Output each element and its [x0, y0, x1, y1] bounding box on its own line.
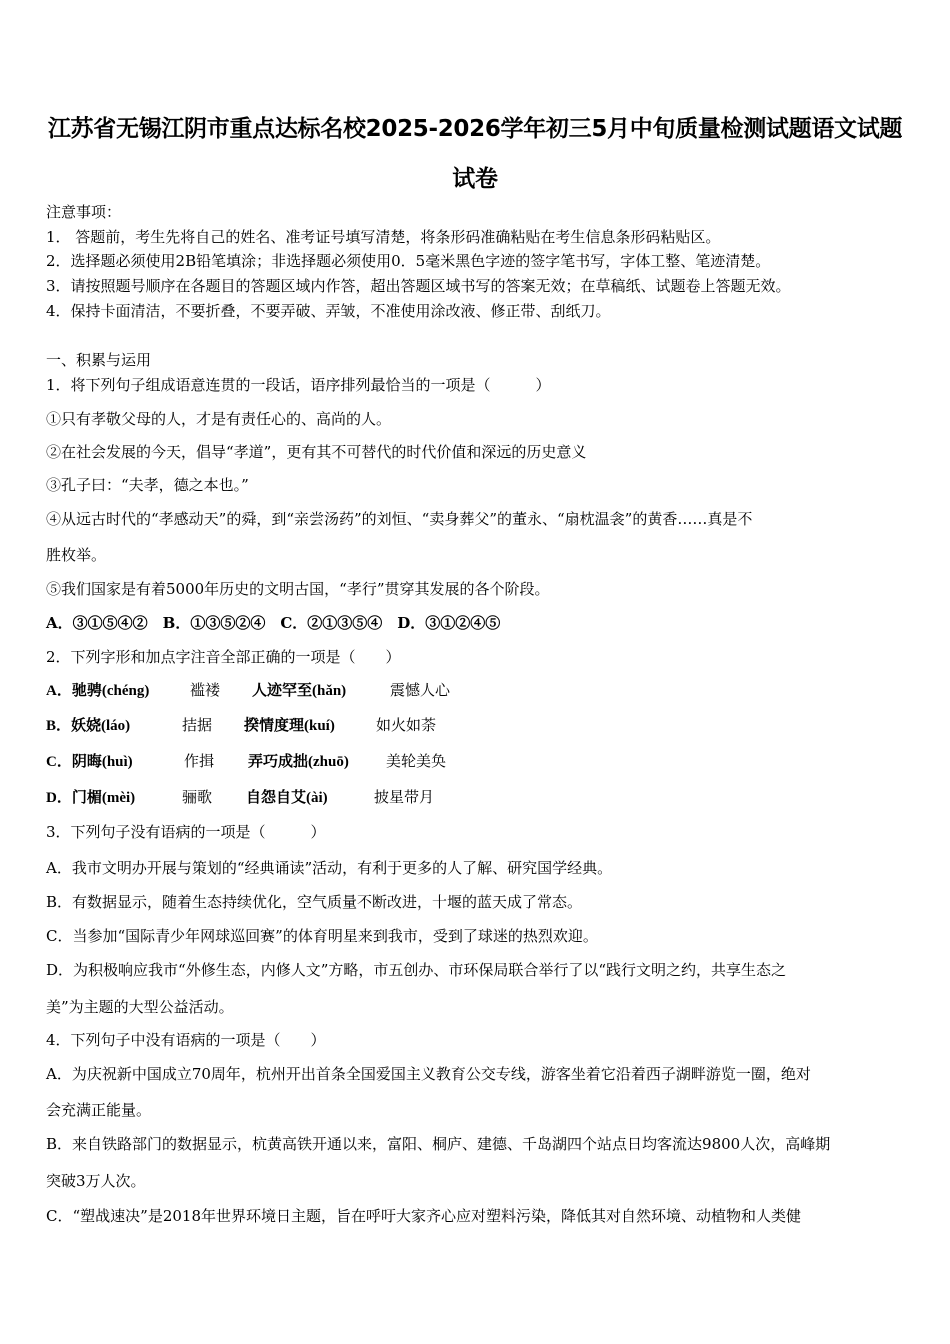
option-c-word-2: 作揖: [184, 752, 215, 770]
option-b-word-4: 如火如荼: [376, 716, 437, 734]
notice-item: 1． 答题前，考生先将自己的姓名、准考证号填写清楚，将条形码准确粘贴在考生信息条形码粘贴区。: [46, 228, 721, 246]
question-3-option-b: B．有数据显示，随着生态持续优化，空气质量不断改进，十堰的蓝天成了常态。: [46, 893, 583, 911]
option-a-word-3: 人迹罕至(hǎn): [252, 683, 347, 699]
option-d-word-2: 骊歌: [182, 788, 213, 806]
option-a-word-2: 褴褛: [190, 681, 221, 699]
question-1-stem: 1．将下列句子组成语意连贯的一段话，语序排列最恰当的一项是（ ）: [46, 376, 551, 394]
question-1-sentence: ②在社会发展的今天，倡导“孝道”，更有其不可替代的时代价值和深远的历史意义: [46, 443, 587, 461]
option-b-word-1: B．妖娆(láo): [46, 718, 131, 734]
option-a-word-1: A．驰骋(chéng): [46, 683, 150, 699]
question-2-option-d: [46, 787, 906, 808]
notice-item: 3．请按照题号顺序在各题目的答题区域内作答，超出答题区域书写的答案无效；在草稿纸、试题卷上答题无效。: [46, 277, 791, 295]
question-4-option-c: C．“塑战速决”是2018年世界环境日主题，旨在呼吁大家齐心应对塑料污染，降低其对自然环境、动植物和人类健: [46, 1207, 801, 1225]
question-4-option-a: A．为庆祝新中国成立70周年，杭州开出首条全国爱国主义教育公交专线，游客坐着它沿着西子湖畔游览一圈，绝对: [46, 1065, 811, 1083]
option-b-word-2: 拮据: [182, 716, 213, 734]
question-1-sentence: ③孔子曰：“夫孝，德之本也。”: [46, 476, 249, 494]
option-b-word-3: 揆情度理(kuí): [244, 718, 335, 734]
question-1-sentence: ④从远古时代的“孝感动天”的舜，到“亲尝汤药”的刘恒、“卖身葬父”的董永、“扇枕温衾”的黄香……真是不: [46, 510, 753, 528]
question-3-stem: 3．下列句子没有语病的一项是（ ）: [46, 823, 326, 841]
question-1-sentence: ①只有孝敬父母的人，才是有责任心的、高尚的人。: [46, 410, 392, 428]
question-4-option-b: B．来自铁路部门的数据显示，杭黄高铁开通以来，富阳、桐庐、建德、千岛湖四个站点日均客流达9800人次，高峰期: [46, 1135, 831, 1153]
page-title-continued: 试卷: [452, 166, 498, 192]
question-2-stem: 2．下列字形和加点字注音全部正确的一项是（ ）: [46, 648, 401, 666]
question-4-stem: 4．下列句子中没有语病的一项是（ ）: [46, 1031, 326, 1049]
question-1-sentence: ⑤我们国家是有着5000年历史的文明古国，“孝行”贯穿其发展的各个阶段。: [46, 580, 550, 598]
question-1-sentence-continued: 胜枚举。: [46, 546, 107, 564]
notice-item: 2．选择题必须使用2B铅笔填涂；非选择题必须使用0．5毫米黑色字迹的签字笔书写，字体工整、笔迹清楚。: [46, 252, 771, 270]
option-c-word-4: 美轮美奂: [386, 752, 447, 770]
question-4-option-b-continued: 突破3万人次。: [46, 1172, 146, 1190]
question-3-option-d: D．为积极响应我市“外修生态，内修人文”方略，市五创办、市环保局联合举行了以“践行文明之约，共享生态之: [46, 961, 787, 979]
option-c-word-3: 弄巧成拙(zhuō): [248, 754, 349, 770]
question-2-option-b: [46, 715, 906, 736]
section-heading: 一、积累与运用: [46, 351, 152, 369]
question-3-option-d-continued: 美”为主题的大型公益活动。: [46, 998, 234, 1016]
page-title: 江苏省无锡江阴市重点达标名校2025-2026学年初三5月中旬质量检测试题语文试题: [47, 116, 903, 142]
option-d-word-4: 披星带月: [374, 788, 435, 806]
option-d-word-1: D．门楣(mèi): [46, 790, 136, 806]
option-c-word-1: C．阴晦(huì): [46, 754, 133, 770]
option-a-word-4: 震憾人心: [390, 681, 451, 699]
question-3-option-c: C．当参加“国际青少年网球巡回赛”的体育明星来到我市，受到了球迷的热烈欢迎。: [46, 927, 598, 945]
notice-item: 4．保持卡面清洁，不要折叠，不要弄破、弄皱，不准使用涂改液、修正带、刮纸刀。: [46, 302, 611, 320]
notice-heading: 注意事项：: [46, 203, 122, 221]
question-2-option-c: [46, 751, 906, 772]
option-d-word-3: 自怨自艾(ài): [246, 790, 328, 806]
question-3-option-a: A．我市文明办开展与策划的“经典诵读”活动，有利于更多的人了解、研究国学经典。: [46, 859, 613, 877]
question-4-option-a-continued: 会充满正能量。: [46, 1101, 152, 1119]
question-2-option-a: [46, 680, 906, 701]
question-1-options: A．③①⑤④② B．①③⑤②④ C．②①③⑤④ D．③①②④⑤: [46, 614, 501, 632]
